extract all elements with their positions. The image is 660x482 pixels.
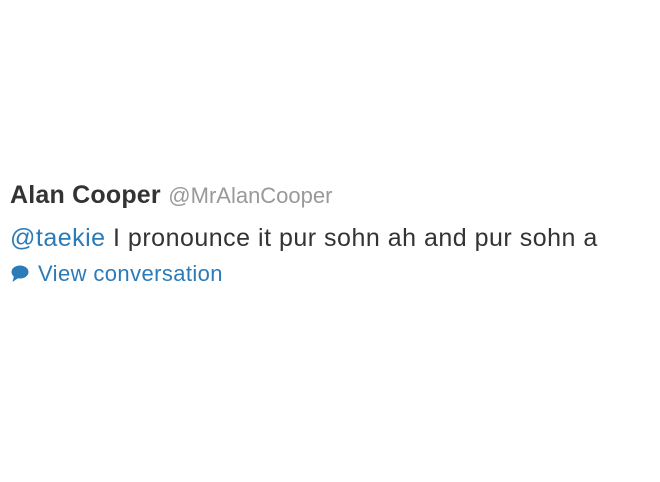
- author-name[interactable]: Alan Cooper: [10, 181, 161, 209]
- speech-bubble-icon: [10, 264, 30, 284]
- tweet-actions: [10, 259, 660, 289]
- tweet-header: [10, 181, 660, 217]
- author-handle[interactable]: @MrAlanCooper: [168, 183, 333, 208]
- mention-link[interactable]: @taekie: [10, 224, 106, 252]
- tweet-text: [10, 217, 660, 259]
- view-conversation-link[interactable]: [10, 259, 223, 289]
- tweet: [10, 181, 660, 289]
- view-conversation-label: View conversation: [38, 261, 223, 286]
- tweet-body-text: I pronounce it pur sohn ah and pur sohn a: [105, 224, 598, 252]
